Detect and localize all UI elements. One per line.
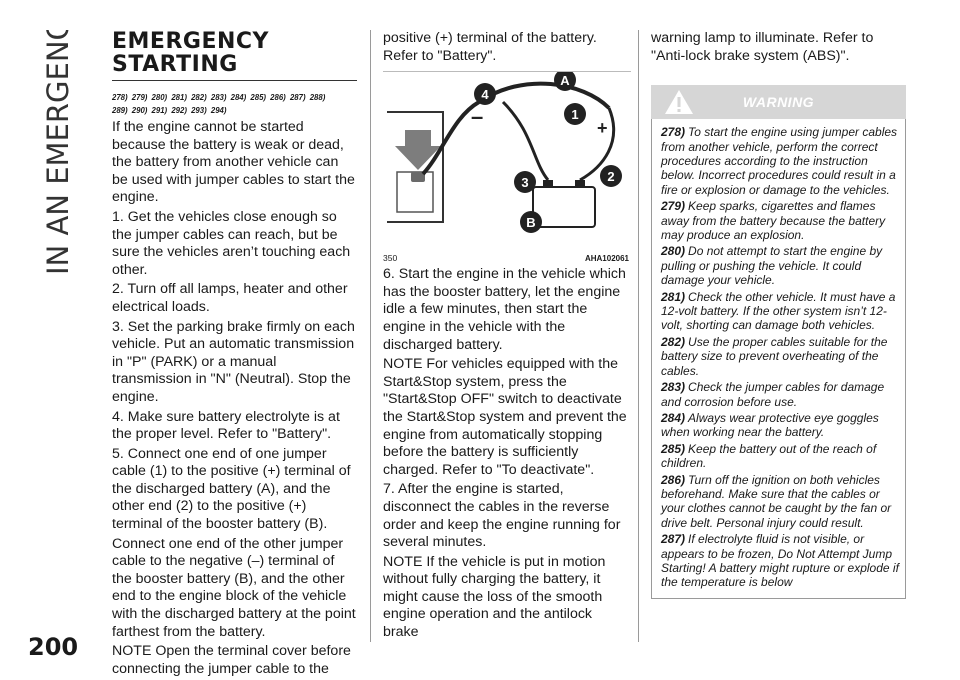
sidebar-title-text: IN AN EMERGENCY [41, 30, 75, 275]
svg-text:3: 3 [521, 175, 529, 191]
warning-number: 282) [661, 334, 686, 349]
note: NOTE If the vehicle is put in motion without fully charging the battery, it might cause the loss of the smooth engine operation and the antilock brake [383, 553, 606, 641]
warning-text: Check the jumper cables for damage and corrosion before use. [661, 380, 885, 409]
down-arrow-icon [395, 130, 441, 170]
figure-number: 350 [383, 253, 398, 264]
paragraph: If the engine cannot be started because the battery is weak or dead, the battery from another vehicle can be used with jumper cables to start the engine. [112, 119, 355, 206]
warning-text: Do not attempt to start the engine by pulling or pushing the vehicle. It could damage your vehicle. [661, 244, 883, 288]
section-sidebar-title [12, 30, 82, 280]
warning-number: 287) [661, 532, 686, 547]
paragraph: Connect one end of the other jumper cable to the negative (–) terminal of the booster battery (B), and the other end to the engine block of the vehicle with the discharged battery at the point farthest from the battery. [112, 535, 356, 640]
warning-item [661, 380, 899, 409]
step-6: 6. Start the engine in the vehicle which has the booster battery, let the engine idle a few minutes, then start the engine in the vehicle with the discharged battery. [383, 266, 626, 353]
warning-item [661, 244, 899, 287]
warning-text: Keep sparks, cigarettes and flames away from the battery because the battery may produce an explosion. [661, 199, 886, 243]
warning-text: If electrolyte fluid is not visible, or appears to be frozen, Do Not Attempt Jump Starting! A battery might rupture or explode if the temperature is below [661, 532, 899, 590]
svg-text:A: A [560, 73, 570, 89]
svg-text:4: 4 [481, 87, 489, 103]
column-3 [651, 30, 906, 599]
column-1 [112, 30, 357, 680]
jump-start-diagram [383, 72, 631, 252]
step-3: 3. Set the parking brake firmly on each vehicle. Put an automatic transmission in "P" (PARK) or a manual transmission in "N" (Neutral). Stop the engine. [112, 318, 355, 405]
refs-line-1: 278) 279) 280) 281) 282) 283) 284) 285) 286) 287) 288) [112, 93, 326, 102]
heading-line-1: EMERGENCY [112, 29, 269, 54]
warning-number: 285) [661, 441, 686, 456]
label-1 [564, 103, 586, 125]
column-2 [383, 30, 631, 644]
refs-line-2: 289) 290) 291) 292) 293) 294) [112, 106, 227, 115]
column-divider [370, 30, 371, 642]
jump-start-illustration [383, 71, 631, 262]
warning-references [112, 91, 357, 117]
warning-text: Use the proper cables suitable for the battery size to prevent overheating of the cables. [661, 334, 888, 378]
engine-bay-outline [387, 112, 443, 222]
step-2: 2. Turn off all lamps, heater and other electrical loads. [112, 281, 348, 315]
step-5: 5. Connect one end of one jumper cable (1) to the positive (+) terminal of the discharged battery (A), and the other end (2) to the positive (+) terminal of the booster battery (B). [112, 445, 351, 533]
label-3 [514, 171, 536, 193]
warning-title: WARNING [742, 94, 815, 111]
heading-line-2: STARTING [112, 52, 238, 77]
warning-number: 280) [661, 244, 686, 259]
label-2 [600, 165, 622, 187]
page-number: 200 [28, 633, 79, 661]
warning-text: Turn off the ignition on both vehicles beforehand. Make sure that the cables or your clothes cannot be caught by the fan or drive belt. Personal injury could result. [661, 472, 892, 530]
warning-item [661, 473, 899, 531]
heading-rule [112, 80, 357, 81]
section-heading [112, 30, 357, 76]
step-4: 4. Make sure battery electrolyte is at the proper level. Refer to "Battery". [112, 408, 340, 443]
warning-number: 286) [661, 472, 686, 487]
svg-text:1: 1 [571, 107, 579, 123]
step-7: 7. After the engine is started, disconnect the cables in the reverse order and keep the engine running for several minutes. [383, 481, 621, 551]
warning-item [661, 532, 899, 590]
svg-text:2: 2 [607, 169, 615, 185]
warning-text: Always wear protective eye goggles when working near the battery. [661, 410, 879, 440]
warning-number: 284) [661, 410, 686, 425]
warning-item [661, 335, 899, 378]
note: NOTE For vehicles equipped with the Start&Stop system, press the "Start&Stop OFF" switch to deactivate the Start&Stop system and prevent the engine from automatically stopping before the battery is sufficiently charged. Refer to "To deactivate". [383, 356, 627, 478]
battery-terminal-positive [575, 180, 585, 188]
paragraph: warning lamp to illuminate. Refer to "Anti-lock brake system (ABS)". [651, 30, 874, 64]
battery-terminal-negative [543, 180, 553, 188]
warning-item [661, 290, 899, 333]
warning-item [661, 125, 899, 197]
warning-item [661, 199, 899, 242]
jumper-cable-positive [479, 84, 609, 108]
step-1: 1. Get the vehicles close enough so the jumper cables can reach, but be sure the vehicles aren’t touching each other. [112, 208, 351, 278]
warning-number: 281) [661, 289, 686, 304]
warning-number: 278) [661, 125, 686, 140]
battery-icon [533, 187, 595, 227]
column-divider [638, 30, 639, 642]
warning-header [651, 85, 906, 119]
label-4 [474, 83, 496, 105]
jumper-cable-negative-lead [503, 102, 548, 180]
warning-item [661, 442, 899, 471]
warning-box [651, 119, 906, 599]
label-b [520, 211, 542, 233]
plus-sign: + [597, 118, 608, 139]
svg-text:B: B [526, 215, 536, 231]
warning-item [661, 411, 899, 440]
warning-number: 279) [661, 199, 686, 214]
note: NOTE Open the terminal cover before connecting the jumper cable to the [112, 643, 351, 677]
figure-code: AHA102061 [584, 254, 629, 264]
warning-text: Keep the battery out of the reach of children. [661, 441, 877, 471]
warning-number: 283) [661, 380, 686, 395]
minus-sign: – [471, 104, 484, 130]
warning-text: To start the engine using jumper cables from another vehicle, perform the correct procedures according to the instruction below. Incorrect procedures could result in a fire or explosion or damage to the vehicles. [661, 125, 898, 197]
paragraph: positive (+) terminal of the battery. Refer to "Battery". [383, 30, 597, 64]
warning-text: Check the other vehicle. It must have a 12-volt battery. If the other system isn’t 12-volt, shorting can damage both vehicles. [661, 289, 896, 333]
